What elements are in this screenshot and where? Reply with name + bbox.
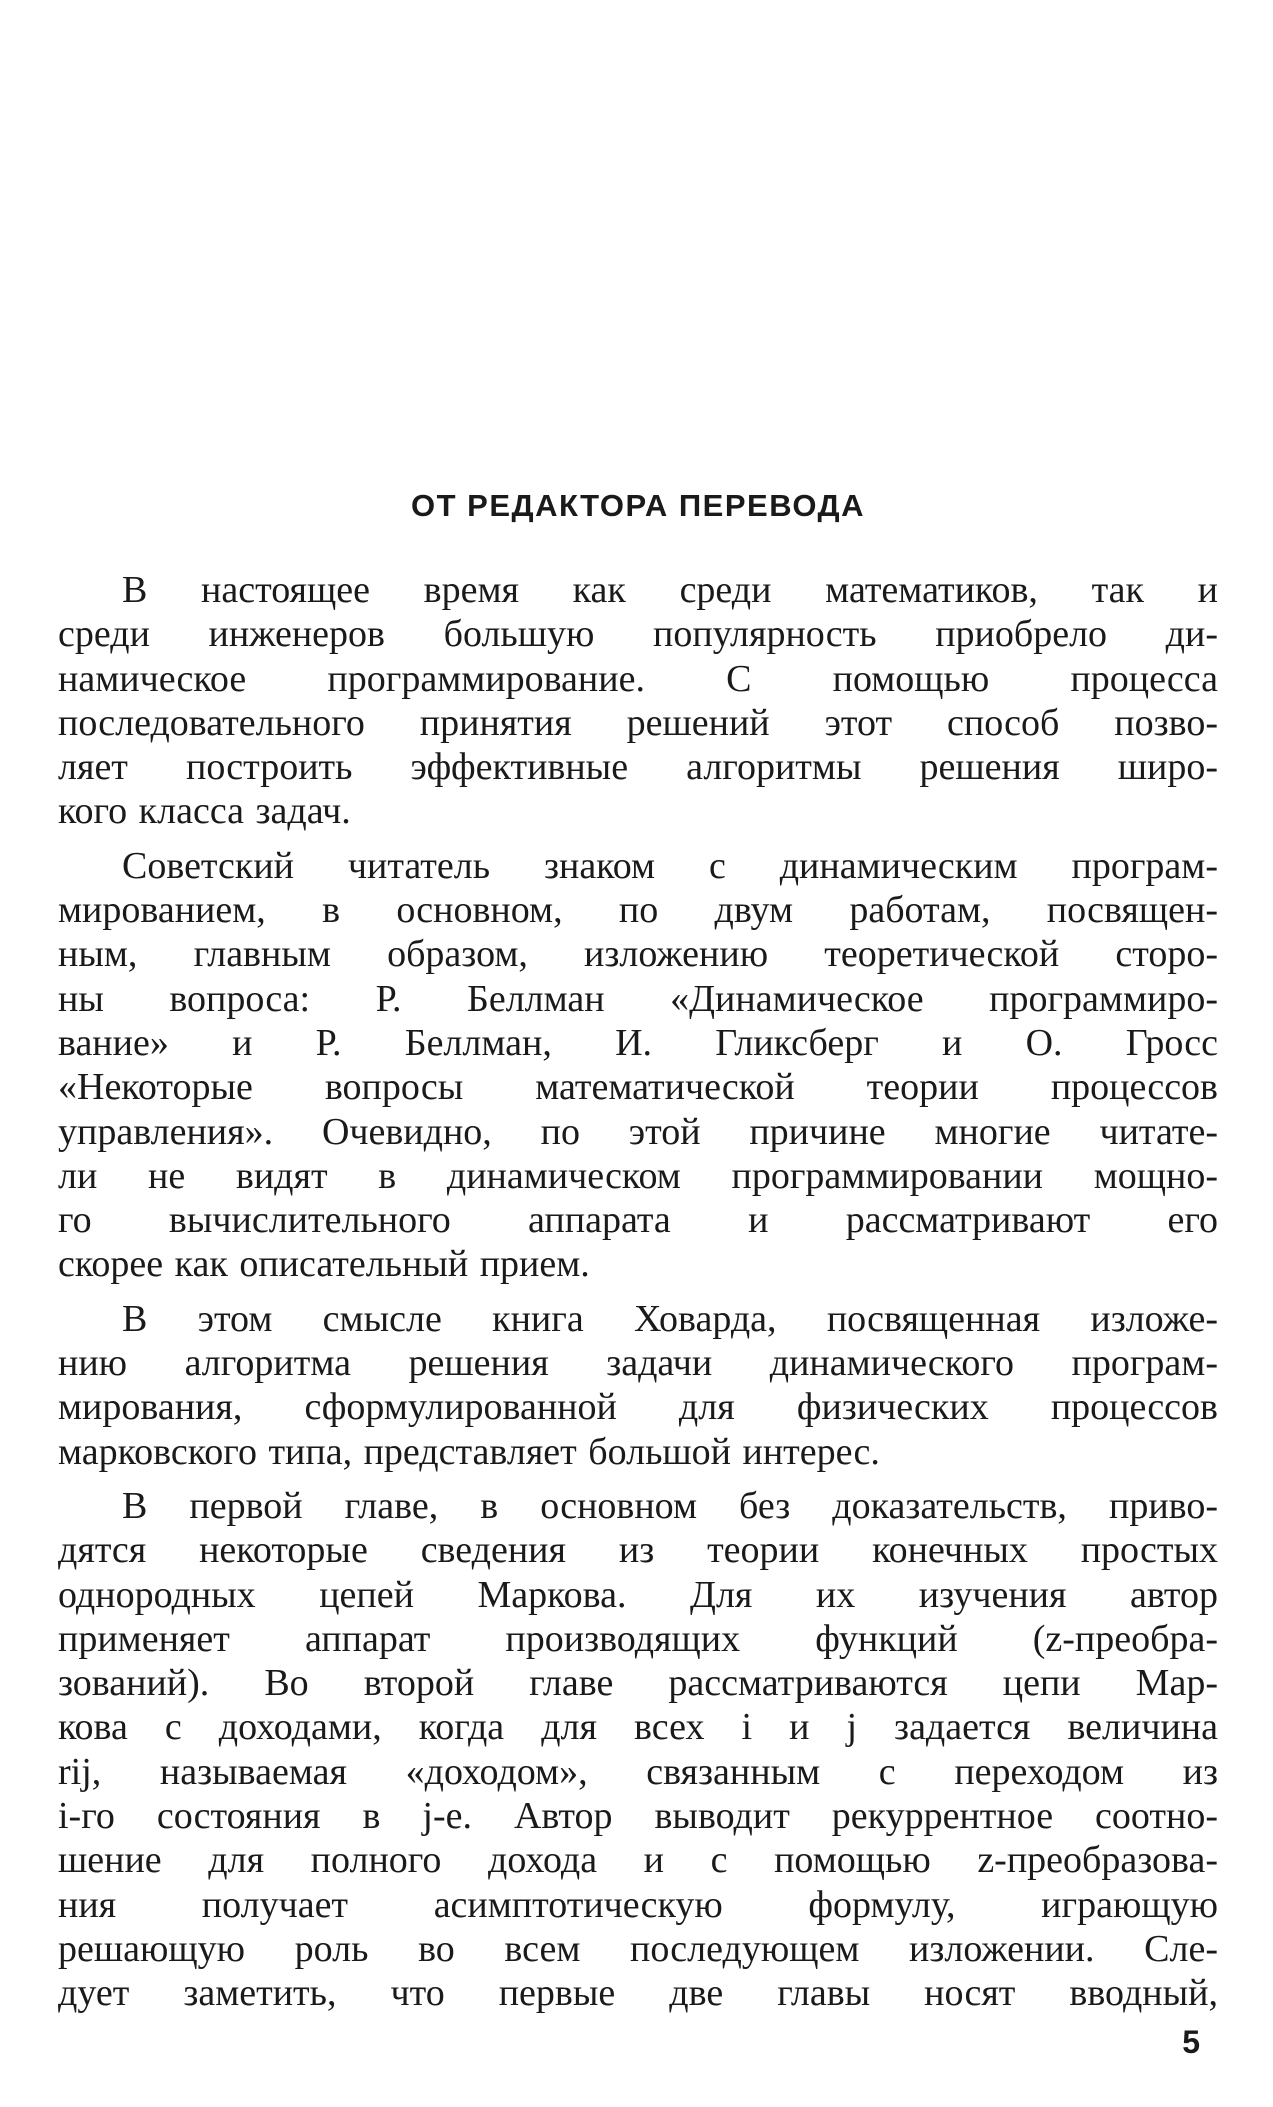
text-line: намическое программирование. С помощью процесса bbox=[58, 657, 1218, 700]
page-title: ОТ РЕДАКТОРА ПЕРЕВОДА bbox=[410, 488, 865, 523]
text-line: ли не видят в динамическом программировании мощно- bbox=[58, 1154, 1218, 1197]
text-line: управления». Очевидно, по этой причине многие читате- bbox=[58, 1110, 1218, 1153]
text-line: ным, главным образом, изложению теоретической сторо- bbox=[58, 933, 1218, 976]
text-line: решающую роль во всем последующем изложении. Сле- bbox=[58, 1927, 1218, 1970]
paragraph bbox=[58, 1297, 1218, 1474]
text-line: ния получает асимптотическую формулу, играющую bbox=[58, 1883, 1218, 1926]
document-page bbox=[58, 0, 1218, 2107]
text-line: «Некоторые вопросы математической теории процессов bbox=[58, 1066, 1218, 1109]
paragraph bbox=[58, 568, 1218, 834]
text-line: зований). Во второй главе рассматриваются цепи Мар- bbox=[58, 1662, 1218, 1705]
body-text bbox=[58, 568, 1218, 2026]
text-line: кова с доходами, когда для всех i и j задается величина bbox=[58, 1706, 1218, 1749]
text-line: однородных цепей Маркова. Для их изучения автор bbox=[58, 1573, 1218, 1616]
text-line: среди инженеров большую популярность приобрело ди- bbox=[58, 613, 1218, 656]
text-line: ляет построить эффективные алгоритмы решения широ- bbox=[58, 746, 1218, 789]
page-number: 5 bbox=[1182, 2024, 1200, 2060]
text-line: нию алгоритма решения задачи динамического програм- bbox=[58, 1342, 1218, 1385]
text-line: В первой главе, в основном без доказательств, приво- bbox=[122, 1484, 1218, 1527]
text-line: rij, называемая «доходом», связанным с переходом из bbox=[58, 1750, 1218, 1793]
text-line: дятся некоторые сведения из теории конечных простых bbox=[58, 1529, 1218, 1572]
text-line: марковского типа, представляет большой интерес. bbox=[58, 1430, 880, 1473]
text-line: мирования, сформулированной для физических процессов bbox=[58, 1386, 1218, 1429]
text-line: скорее как описательный прием. bbox=[58, 1243, 590, 1286]
text-line: Советский читатель знаком с динамическим програм- bbox=[122, 844, 1218, 887]
text-line: го вычислительного аппарата и рассматривают его bbox=[58, 1199, 1218, 1242]
text-line: мированием, в основном, по двум работам, посвящен- bbox=[58, 889, 1218, 932]
text-line: последовательного принятия решений этот способ позво- bbox=[58, 701, 1218, 744]
text-line: применяет аппарат производящих функций (z-преобра- bbox=[58, 1617, 1218, 1660]
text-line: вание» и Р. Беллман, И. Гликсберг и О. Гросс bbox=[58, 1021, 1218, 1064]
text-line: кого класса задач. bbox=[58, 790, 351, 833]
text-line: шение для полного дохода и с помощью z-преобразова- bbox=[58, 1839, 1218, 1882]
text-line: В этом смысле книга Ховарда, посвященная изложе- bbox=[122, 1297, 1218, 1340]
text-line: i-го состояния в j-е. Автор выводит рекуррентное соотно- bbox=[58, 1795, 1218, 1838]
text-line: В настоящее время как среди математиков, так и bbox=[122, 569, 1218, 611]
text-line: дует заметить, что первые две главы носят вводный, bbox=[58, 1972, 1218, 2015]
text-line: ны вопроса: Р. Беллман «Динамическое программиро- bbox=[58, 977, 1218, 1020]
paragraph bbox=[58, 844, 1218, 1287]
paragraph bbox=[58, 1484, 1218, 2016]
